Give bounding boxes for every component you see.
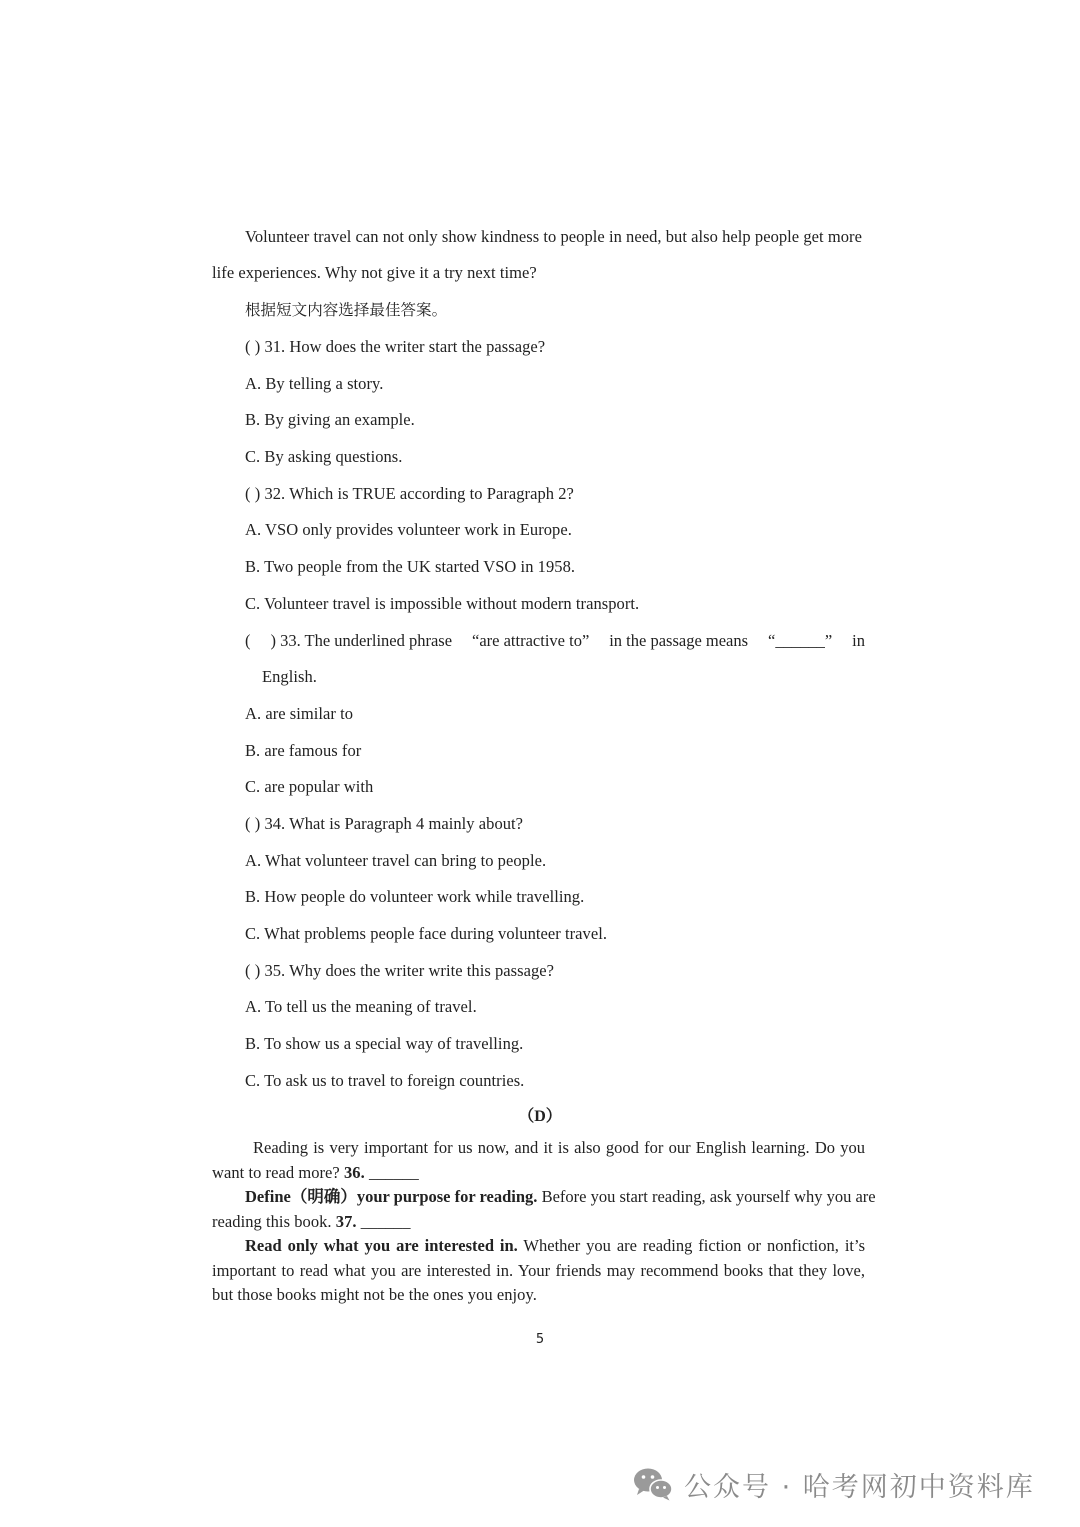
tip-heading: Define（明确）your purpose for reading. (245, 1187, 538, 1206)
page-number: 5 (535, 1332, 545, 1347)
question-stem: ( ) 35. Why does the writer write this passage? (245, 961, 555, 980)
answer-option: A. What volunteer travel can bring to people. (245, 851, 547, 870)
stem-part: “are attractive to” (472, 631, 590, 650)
answer-option: C. By asking questions. (245, 447, 403, 466)
paragraph-text: Before you start reading, ask yourself why you are (537, 1187, 876, 1206)
answer-option: B. How people do volunteer work while travelling. (245, 887, 585, 906)
paragraph-line (212, 1211, 411, 1233)
question-stem: ( ) 31. How does the writer start the passage? (245, 337, 546, 356)
paragraph-line (212, 1235, 865, 1257)
question-stem: ( ) 32. Which is TRUE according to Paragraph 2? (245, 484, 574, 503)
answer-option: A. By telling a story. (245, 374, 384, 393)
answer-blank: ______ (356, 1212, 411, 1231)
answer-option: C. are popular with (245, 777, 374, 796)
question-stem (245, 630, 865, 652)
answer-blank: ______ (364, 1163, 419, 1182)
answer-blank: “______” (768, 631, 833, 650)
passage-line: Volunteer travel can not only show kindness to people in need, but also help people get more (245, 227, 862, 246)
passage-line: life experiences. Why not give it a try next time? (212, 263, 537, 282)
question-number: 36. (343, 1163, 365, 1182)
paragraph-text: want to read more? (212, 1163, 344, 1182)
paragraph-text: reading this book. (212, 1212, 336, 1231)
stem-part: in the passage means (609, 631, 749, 650)
answer-option: B. are famous for (245, 741, 362, 760)
watermark-text: 公众号 · 哈考网初中资料库 (684, 1471, 1035, 1503)
watermark (632, 1464, 1035, 1504)
answer-option: A. VSO only provides volunteer work in Europe. (245, 520, 572, 539)
answer-option: B. By giving an example. (245, 410, 415, 429)
paragraph-line (212, 1186, 876, 1208)
answer-option: A. are similar to (245, 704, 354, 723)
answer-option: C. Volunteer travel is impossible without modern transport. (245, 594, 640, 613)
stem-part: ) 33. The underlined phrase (270, 631, 453, 650)
wechat-icon (632, 1466, 674, 1502)
instruction-text: 根据短文内容选择最佳答案。 (245, 301, 448, 319)
paragraph-line (212, 1162, 419, 1184)
paragraph-text: Whether you are reading fiction or nonfiction, it’s (517, 1236, 865, 1255)
question-number: 37. (335, 1212, 357, 1231)
answer-option: B. Two people from the UK started VSO in 1958. (245, 557, 576, 576)
answer-option: B. To show us a special way of travelling. (245, 1034, 524, 1053)
answer-option: C. To ask us to travel to foreign countries. (245, 1071, 525, 1090)
question-stem: ( ) 34. What is Paragraph 4 mainly about? (245, 814, 524, 833)
question-stem-continued: English. (262, 667, 317, 686)
paragraph-line: but those books might not be the ones you enjoy. (212, 1285, 537, 1304)
answer-option: A. To tell us the meaning of travel. (245, 997, 477, 1016)
tip-heading: Read only what you are interested in. (245, 1236, 518, 1255)
paragraph-line: important to read what you are interested in. Your friends may recommend books that they love, (212, 1261, 865, 1280)
stem-part: ( (245, 631, 251, 650)
answer-option: C. What problems people face during volunteer travel. (245, 924, 608, 943)
paragraph-line: Reading is very important for us now, and it is also good for our English learning. Do you (253, 1138, 865, 1157)
section-heading: （D） (518, 1108, 562, 1125)
stem-part: in (852, 631, 865, 650)
